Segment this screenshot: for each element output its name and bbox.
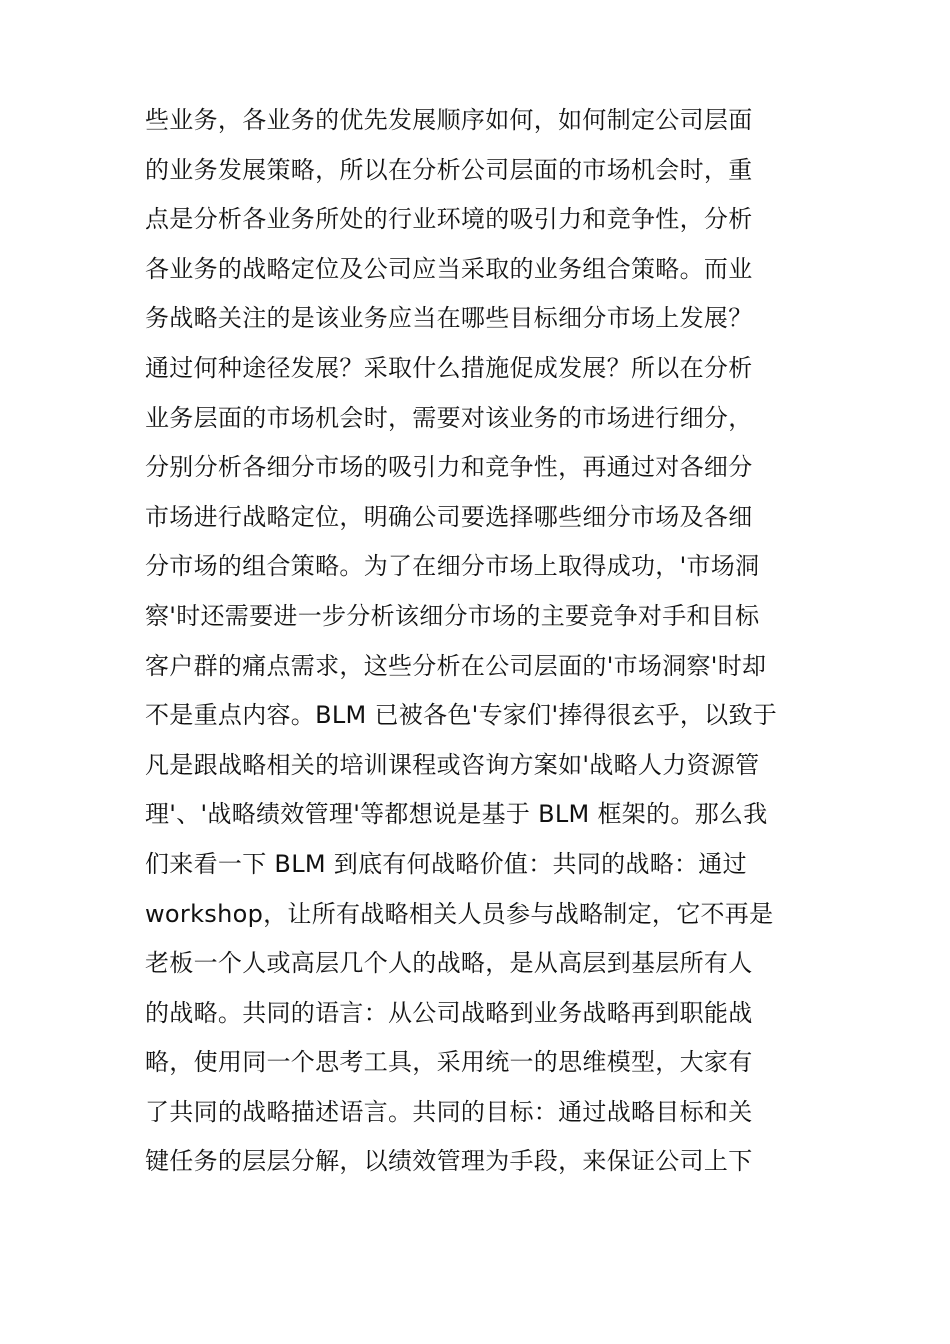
text-line: 通过何种途径发展？采取什么措施促成发展？所以在分析 [145,353,753,382]
text-line: 市场进行战略定位，明确公司要选择哪些细分市场及各细 [145,502,753,531]
text-line: 务战略关注的是该业务应当在哪些目标细分市场上发展？ [145,304,753,333]
text-line: 分市场的组合策略。为了在细分市场上取得成功，'市场洞 [145,552,760,581]
text-line: 察'时还需要进一步分析该细分市场的主要竞争对手和目标 [145,601,760,630]
text-line: 键任务的层层分解，以绩效管理为手段，来保证公司上下 [145,1147,753,1176]
text-line: 分别分析各细分市场的吸引力和竞争性，再通过对各细分 [145,453,753,482]
text-line: 业务层面的市场机会时，需要对该业务的市场进行细分， [145,403,753,432]
text-line: 的战略。共同的语言：从公司战略到业务战略再到职能战 [145,998,753,1027]
text-line: 点是分析各业务所处的行业环境的吸引力和竞争性，分析 [145,205,753,234]
text-line: 略，使用同一个思考工具，采用统一的思维模型，大家有 [145,1048,753,1077]
text-line: 了共同的战略描述语言。共同的目标：通过战略目标和关 [145,1097,753,1126]
text-line: 不是重点内容。BLM 已被各色'专家们'捧得很玄乎，以致于 [145,701,778,730]
text-line: 理'、'战略绩效管理'等都想说是基于 BLM 框架的。那么我 [145,800,768,829]
body-text [145,96,805,1187]
text-line: 凡是跟战略相关的培训课程或咨询方案如'战略人力资源管 [145,750,760,779]
text-line: workshop，让所有战略相关人员参与战略制定，它不再是 [145,899,774,928]
text-line: 些业务，各业务的优先发展顺序如何，如何制定公司层面 [145,106,753,134]
text-line: 老板一个人或高层几个人的战略，是从高层到基层所有人 [145,949,753,978]
text-line: 客户群的痛点需求，这些分析在公司层面的'市场洞察'时却 [145,651,767,680]
text-line: 各业务的战略定位及公司应当采取的业务组合策略。而业 [145,254,753,283]
text-line: 的业务发展策略，所以在分析公司层面的市场机会时，重 [145,155,753,184]
text-line: 们来看一下 BLM 到底有何战略价值：共同的战略：通过 [145,849,747,878]
